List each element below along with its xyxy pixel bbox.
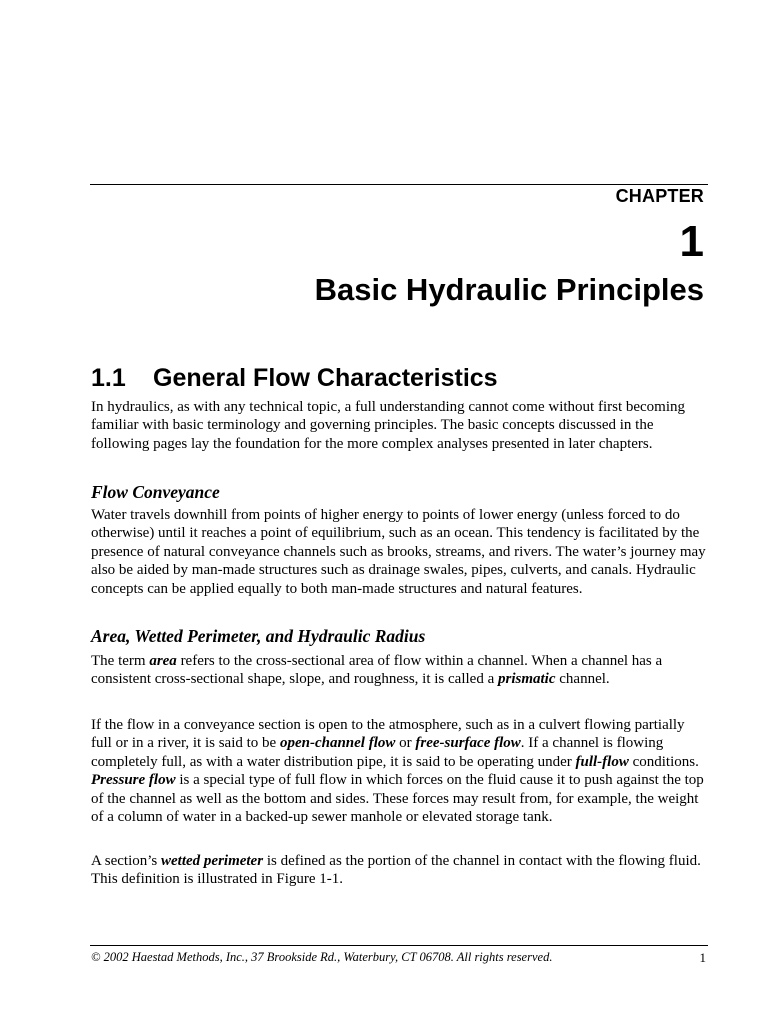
section-title: General Flow Characteristics xyxy=(153,364,498,392)
section-number: 1.1 xyxy=(91,364,126,392)
term-area: area xyxy=(149,653,177,669)
intro-paragraph: In hydraulics, as with any technical topic, a full understanding cannot come without first becoming familiar with basic terminology and governing principles. The basic concepts discussed in the following pages lay the foundation for the more complex analyses presented in later chapters. xyxy=(91,399,686,452)
term-free-surface-flow: free-surface flow xyxy=(415,735,521,752)
term-pressure-flow: Pressure flow xyxy=(91,772,176,789)
flow-types-paragraph: If the flow in a conveyance section is open to the atmosphere, such as in a culvert flowing partially full or in a river, it is said to be open-channel flow or free-surface flow. If a channel is flowing completely full, as with a water distribution pipe, it is said to be operating under full-flow conditions. Pressure flow is a special type of full flow in which forces on the fluid cause it to push against the top of the channel as well as the bottom and sides. These forces may result from, for example, the weight of a column of water in a backed-up sewer manhole or elevated storage tank. xyxy=(91,717,704,826)
section-heading xyxy=(91,362,498,394)
header-rule xyxy=(90,184,708,185)
term-open-channel-flow: open-channel flow xyxy=(279,735,396,752)
flow-conveyance-paragraph: Water travels downhill from points of higher energy to points of lower energy (unless forced to do otherwise) until it reaches a point of equilibrium, such as an ocean. This tendency is facilitated by the presence of natural conveyance channels such as brooks, streams, and rivers. The water’s journey may also be aided by man-made structures such as drainage swales, pipes, culverts, and canals. Hydraulic concepts can be applied equally to both man-made structures and natural features. xyxy=(91,507,706,597)
subheading-area-wetted-perimeter: Area, Wetted Perimeter, and Hydraulic Radius xyxy=(91,626,426,646)
chapter-title: Basic Hydraulic Principles xyxy=(314,272,704,307)
footer-copyright: © 2002 Haestad Methods, Inc., 37 Brookside Rd., Waterbury, CT 06708. All rights reserved. xyxy=(91,950,553,964)
chapter-number: 1 xyxy=(679,217,704,266)
wetted-perimeter-paragraph: A section’s wetted perimeter is defined as the portion of the channel in contact with the flowing fluid. This definition is illustrated in Figure 1-1. xyxy=(91,853,701,888)
chapter-label: CHAPTER xyxy=(615,186,704,206)
area-paragraph: The term area refers to the cross-sectional area of flow within a channel. When a channel has a consistent cross-sectional shape, slope, and roughness, it is called a prismatic channel. xyxy=(91,653,663,688)
footer-rule xyxy=(90,945,708,946)
term-full-flow: full-flow xyxy=(575,753,629,770)
page-number: 1 xyxy=(699,950,706,965)
subheading-flow-conveyance: Flow Conveyance xyxy=(91,482,220,502)
term-wetted-perimeter: wetted perimeter xyxy=(161,853,264,869)
term-prismatic: prismatic xyxy=(498,671,556,688)
